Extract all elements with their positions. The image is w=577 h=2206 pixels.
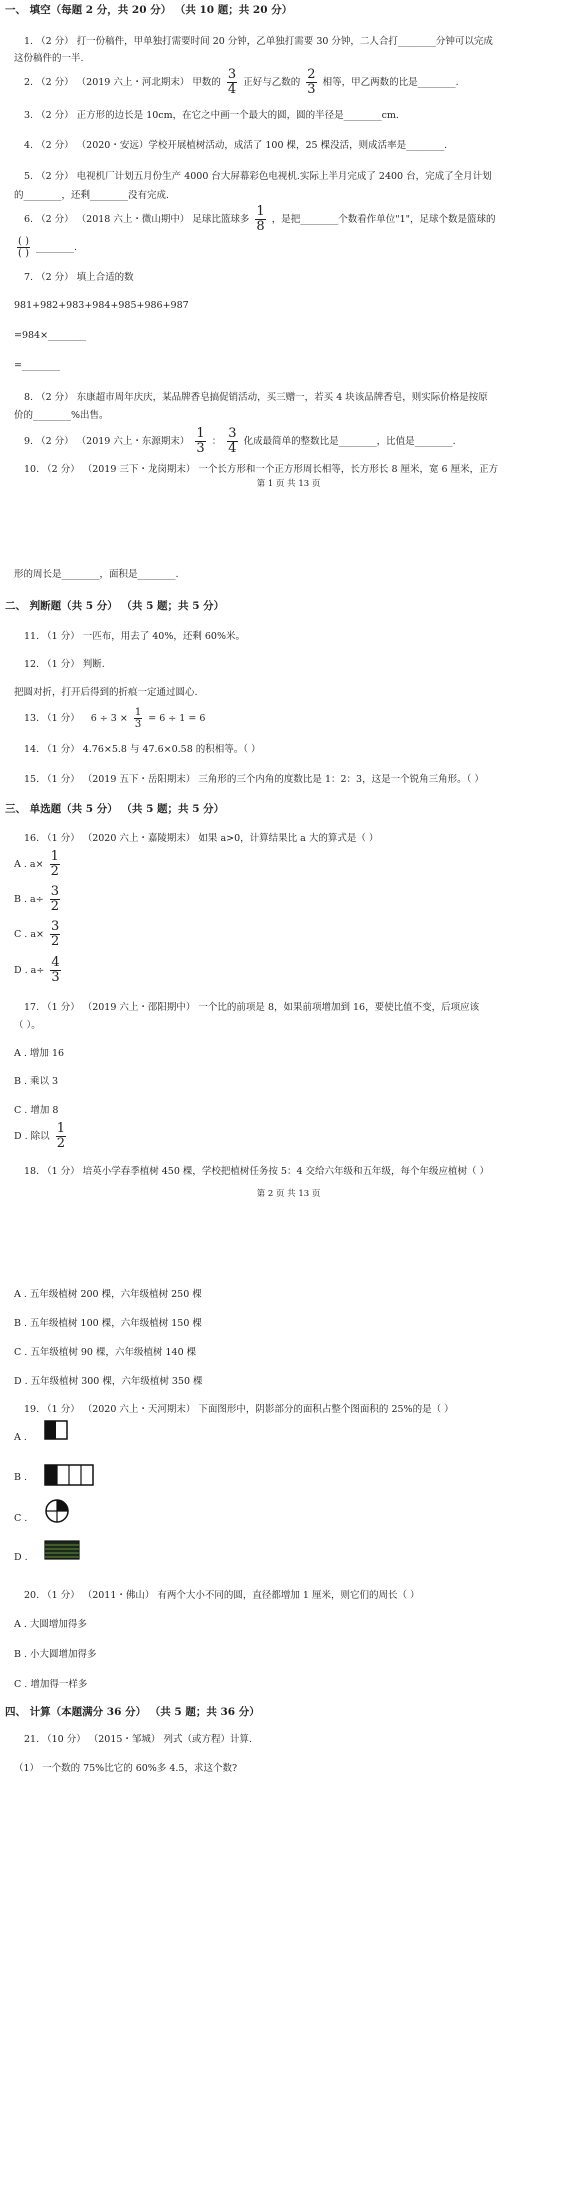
fraction-denominator: 3: [51, 970, 60, 985]
question-2: [0, 68, 577, 97]
fraction: [227, 427, 237, 456]
question-13-label: 13. （1 分）: [24, 713, 80, 724]
question-19-option-a: A .: [14, 1432, 27, 1443]
question-6-line-2: [0, 236, 577, 260]
circle-quarter-shaded-figure: [44, 1498, 70, 1524]
question-9-text-b: 化成最简单的整数比是________，比值是________.: [243, 436, 456, 447]
expression-part-1: 6 ÷ 3 ×: [90, 713, 128, 724]
question-17-option-b: B . 乘以 3: [14, 1076, 59, 1087]
fraction-numerator: 3: [50, 884, 59, 899]
option-label: A . a×: [14, 859, 44, 870]
question-8-line-1: 8. （2 分） 东康超市周年庆庆，某品牌香皂搞促销活动，买三赠一，若买 4 块该品牌香皂，则实际价格是按原: [24, 392, 488, 403]
fraction: [134, 707, 142, 730]
fraction: [50, 920, 60, 949]
page-footer-1: 第 1 页 共 13 页: [256, 479, 321, 489]
question-16-option-b: [0, 885, 577, 915]
fraction: [227, 68, 237, 97]
fraction-numerator: 2: [307, 67, 316, 82]
section-1-title: 一、 填空（每题 2 分，共 20 分） （共 10 题；共 20 分）: [5, 4, 293, 16]
question-17-option-c: C . 增加 8: [14, 1105, 59, 1116]
question-1-line-1: 1. （2 分） 打一份稿件，甲单独打需要时间 20 分钟，乙单独打需要 30 分钟，二人合打________分钟可以完成: [24, 36, 493, 47]
fraction-numerator: 1: [134, 707, 142, 718]
fraction-denominator: 3: [134, 719, 142, 730]
page-footer-2: 第 2 页 共 13 页: [256, 1189, 321, 1199]
fraction-denominator: 2: [50, 934, 60, 949]
fraction-numerator: 4: [51, 955, 60, 970]
question-5-line-1: 5. （2 分） 电视机厂计划五月份生产 4000 台大屏幕彩色电视机.实际上半月完成了 2400 台，完成了全月计划: [24, 171, 492, 182]
option-label: D . 除以: [14, 1131, 50, 1142]
question-18: 18. （1 分） 培英小学春季植树 450 棵，学校把植树任务按 5：4 交给六年级和五年级，每个年级应植树（ ）: [24, 1166, 490, 1177]
question-17-option-d: [0, 1122, 577, 1152]
question-18-option-b: B . 五年级植树 100 棵，六年级植树 150 棵: [14, 1318, 202, 1329]
question-13: [0, 706, 577, 732]
fraction: [306, 68, 316, 97]
question-19-option-c: C .: [14, 1513, 28, 1524]
fraction-denominator: ( ): [18, 248, 29, 259]
question-17-option-a: A . 增加 16: [14, 1048, 65, 1059]
option-label: B . a÷: [14, 894, 44, 905]
fraction-numerator: 3: [227, 67, 237, 82]
question-10-line-2: 形的周长是________，面积是________.: [14, 569, 179, 580]
question-16-option-a: [0, 850, 577, 880]
fraction-denominator: 4: [228, 441, 237, 456]
question-9: [0, 427, 577, 456]
fraction-denominator: 2: [50, 864, 59, 879]
question-2-text-b: 正好与乙数的: [243, 77, 301, 88]
question-6: [0, 205, 577, 234]
question-17-line-2: （ ）。: [14, 1020, 41, 1031]
question-18-option-d: D . 五年级植树 300 棵，六年级植树 350 棵: [14, 1376, 203, 1387]
question-19-option-b: B .: [14, 1472, 28, 1483]
question-4: 4. （2 分） （2020・安远）学校开展植树活动，成活了 100 棵，25 棵没活，则成活率是________.: [24, 140, 448, 151]
question-19-option-d: D .: [14, 1552, 28, 1563]
question-20-option-c: C . 增加得一样多: [14, 1679, 88, 1690]
question-16-option-c: [0, 920, 577, 950]
section-4-title: 四、 计算（本题满分 36 分） （共 5 题；共 36 分）: [5, 1706, 260, 1718]
fraction: [50, 885, 60, 914]
square-half-shaded-figure: [44, 1420, 68, 1440]
fraction-numerator: ( ): [18, 236, 29, 247]
strip-quarter-shaded-figure: [44, 1464, 94, 1486]
question-10-line-1: 10. （2 分） （2019 三下・龙岗期末） 一个长方形和一个正方形周长相等，长方形长 8 厘米，宽 6 厘米，正方: [24, 464, 499, 475]
question-19: 19. （1 分） （2020 六上・天河期末） 下面图形中，阴影部分的面积占整个图面积的 25%的是（ ）: [24, 1404, 454, 1415]
fraction-numerator: 1: [50, 849, 59, 864]
ratio-separator: ：: [211, 436, 222, 447]
fraction-denominator: 8: [256, 219, 265, 234]
expression-part-2: = 6 ÷ 1 = 6: [148, 713, 206, 724]
question-8-line-2: 价的________%出售。: [14, 410, 109, 421]
question-20-option-b: B . 小大圆增加得多: [14, 1649, 97, 1660]
fraction-numerator: 1: [56, 1121, 65, 1136]
question-2-text-a: 2. （2 分） （2019 六上・河北期末） 甲数的: [24, 77, 221, 88]
question-17-line-1: 17. （1 分） （2019 六上・邵阳期中） 一个比的前项是 8，如果前项增加到 16，要使比值不变，后项应该: [24, 1002, 480, 1013]
question-18-option-c: C . 五年级植树 90 棵，六年级植树 140 棵: [14, 1347, 197, 1358]
question-15: 15. （1 分） （2019 五下・岳阳期末） 三角形的三个内角的度数比是 1：2：3，这是一个锐角三角形。（ ）: [24, 774, 484, 785]
question-7-line-4: =________: [14, 360, 60, 371]
fraction: [50, 956, 60, 985]
question-7-line-2: 981+982+983+984+985+986+987: [14, 300, 189, 311]
section-2-title: 二、 判断题（共 5 分） （共 5 题；共 5 分）: [5, 600, 225, 612]
question-20: 20. （1 分） （2011・佛山） 有两个大小不同的圆，直径都增加 1 厘米，则它们的周长（ ）: [24, 1590, 420, 1601]
fraction-numerator: 1: [256, 204, 265, 219]
section-3-title: 三、 单选题（共 5 分） （共 5 题；共 5 分）: [5, 803, 225, 815]
question-21: 21. （10 分） （2015・邹城） 列式（或方程）计算.: [24, 1734, 252, 1745]
question-6-text-c: ________.: [36, 242, 78, 253]
question-7-line-1: 7. （2 分） 填上合适的数: [24, 272, 134, 283]
fraction: [50, 850, 60, 879]
fraction: [255, 205, 265, 234]
fraction-numerator: 1: [196, 426, 205, 441]
question-9-text-a: 9. （2 分） （2019 六上・东源期末）: [24, 436, 190, 447]
question-21-part-1: （1） 一个数的 75%比它的 60%多 4.5，求这个数?: [14, 1763, 238, 1774]
question-12-line-2: 把圆对折，打开后得到的折痕一定通过圆心.: [14, 687, 198, 698]
question-6-text-b: ，是把________个数看作单位"1"，足球个数是篮球的: [271, 214, 496, 225]
fraction-denominator: 3: [307, 82, 316, 97]
question-18-option-a: A . 五年级植树 200 棵，六年级植树 250 棵: [14, 1289, 202, 1300]
fraction-denominator: 2: [56, 1136, 65, 1151]
question-2-text-c: 相等，甲乙两数的比是________.: [322, 77, 459, 88]
fraction-denominator: 4: [227, 82, 237, 97]
question-5-line-2: 的________，还剩________没有完成.: [14, 190, 170, 201]
question-1-line-2: 这份稿件的一半.: [14, 53, 84, 64]
question-16-option-d: [0, 956, 577, 986]
fraction-numerator: 3: [50, 919, 60, 934]
question-16: 16. （1 分） （2020 六上・嘉陵期末） 如果 a>0，计算结果比 a 大的算式是（ ）: [24, 833, 379, 844]
fraction-denominator: 2: [50, 899, 59, 914]
blank-fraction: [17, 236, 30, 259]
question-11: 11. （1 分） 一匹布，用去了 40%，还剩 60%米。: [24, 631, 245, 642]
question-3: 3. （2 分） 正方形的边长是 10cm，在它之中画一个最大的圆，圆的半径是________cm.: [24, 110, 399, 121]
question-7-line-3: =984×________: [14, 330, 87, 341]
question-14: 14. （1 分） 4.76×5.8 与 47.6×0.58 的积相等。（ ）: [24, 744, 261, 755]
fraction: [195, 427, 205, 456]
option-label: C . a×: [14, 929, 44, 940]
fraction-numerator: 3: [228, 426, 237, 441]
option-label: D . a÷: [14, 965, 45, 976]
fraction-denominator: 3: [196, 441, 205, 456]
question-6-text-a: 6. （2 分） （2018 六上・微山期中） 足球比篮球多: [24, 214, 250, 225]
question-12-line-1: 12. （1 分） 判断.: [24, 659, 105, 670]
striped-rectangle-figure: [44, 1540, 80, 1560]
fraction: [56, 1122, 66, 1151]
question-20-option-a: A . 大圆增加得多: [14, 1619, 87, 1630]
